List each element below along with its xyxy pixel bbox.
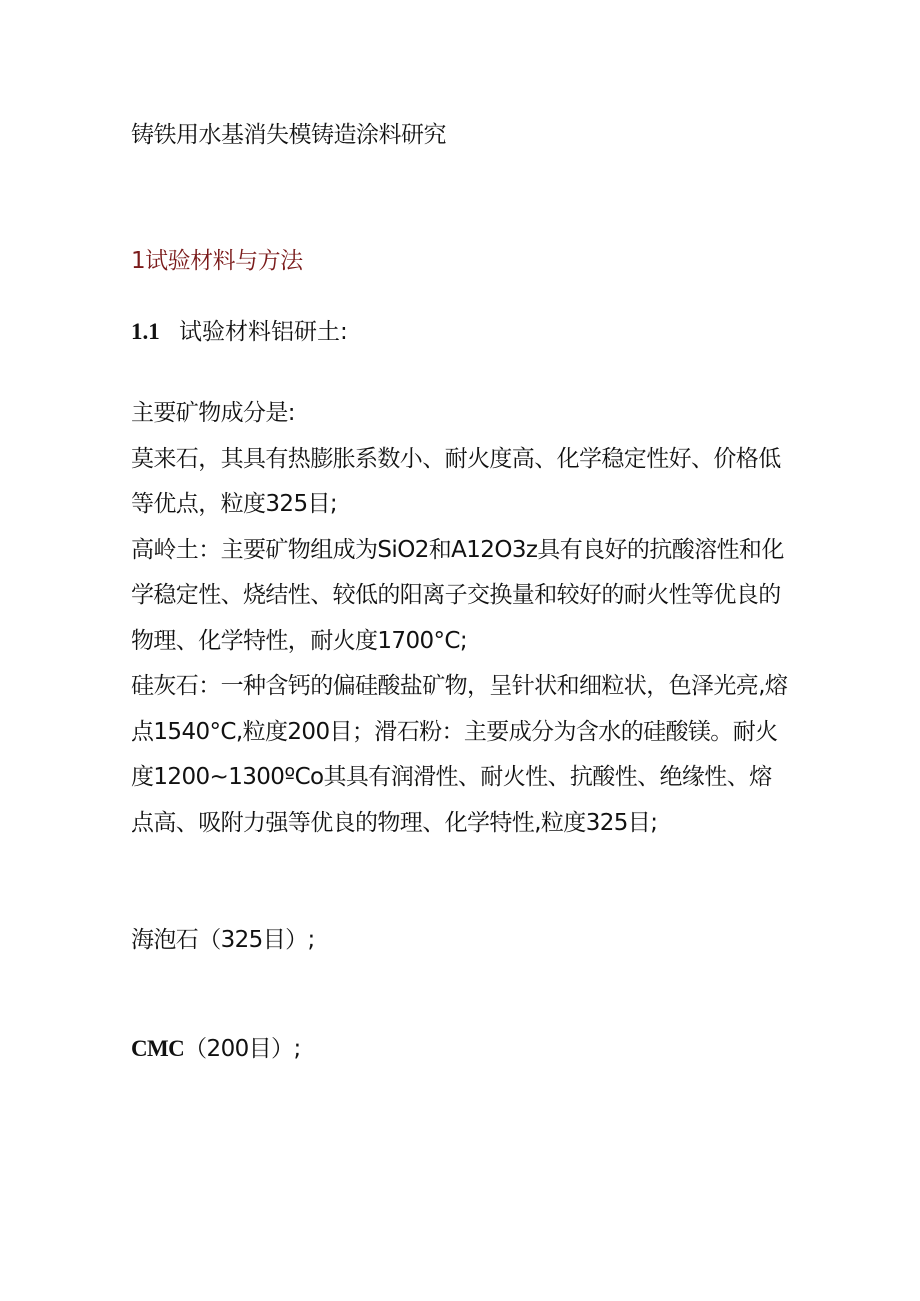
section-heading: 1试验材料与方法	[131, 248, 303, 274]
cmc-name: CMC	[131, 1036, 185, 1061]
sepiolite-line-block	[131, 918, 791, 964]
cmc-rest: （200目）;	[184, 1036, 301, 1062]
paragraph-cmc	[131, 1026, 791, 1073]
paragraph-wollastonite-talc: 硅灰石：一种含钙的偏硅酸盐矿物，呈针状和细粒状，色泽光亮,熔点1540°C,粒度200目；滑石粉：主要成分为含水的硅酸镁。耐火度1200~1300ºCo其具有润滑性、耐火性、抗酸性、绝缘性、熔点高、吸附力强等优良的物理、化学特性,粒度325目;	[131, 673, 788, 836]
paragraph-sepiolite: 海泡石（325目）;	[131, 927, 315, 953]
paragraph-mullite: 莫来石，其具有热膨胀系数小、耐火度高、化学稳定性好、价格低等优点，粒度325目;	[131, 445, 781, 517]
paragraph-kaolin: 高岭土：主要矿物组成为SiO2和A12O3z具有良好的抗酸溶性和化学稳定性、烧结性、较低的阳离子交换量和较好的耐火性等优良的物理、化学特性，耐火度1700°C;	[131, 536, 784, 654]
document-title: 铸铁用水基消失模铸造涂料研究	[131, 122, 446, 148]
cmc-line-block	[131, 1026, 791, 1073]
intro-line: 主要矿物成分是:	[131, 400, 295, 426]
subsection-heading	[131, 315, 348, 349]
subsection-number: 1.1	[131, 319, 160, 344]
subsection-label: 试验材料铝研土:	[179, 319, 348, 345]
materials-body	[131, 391, 791, 846]
